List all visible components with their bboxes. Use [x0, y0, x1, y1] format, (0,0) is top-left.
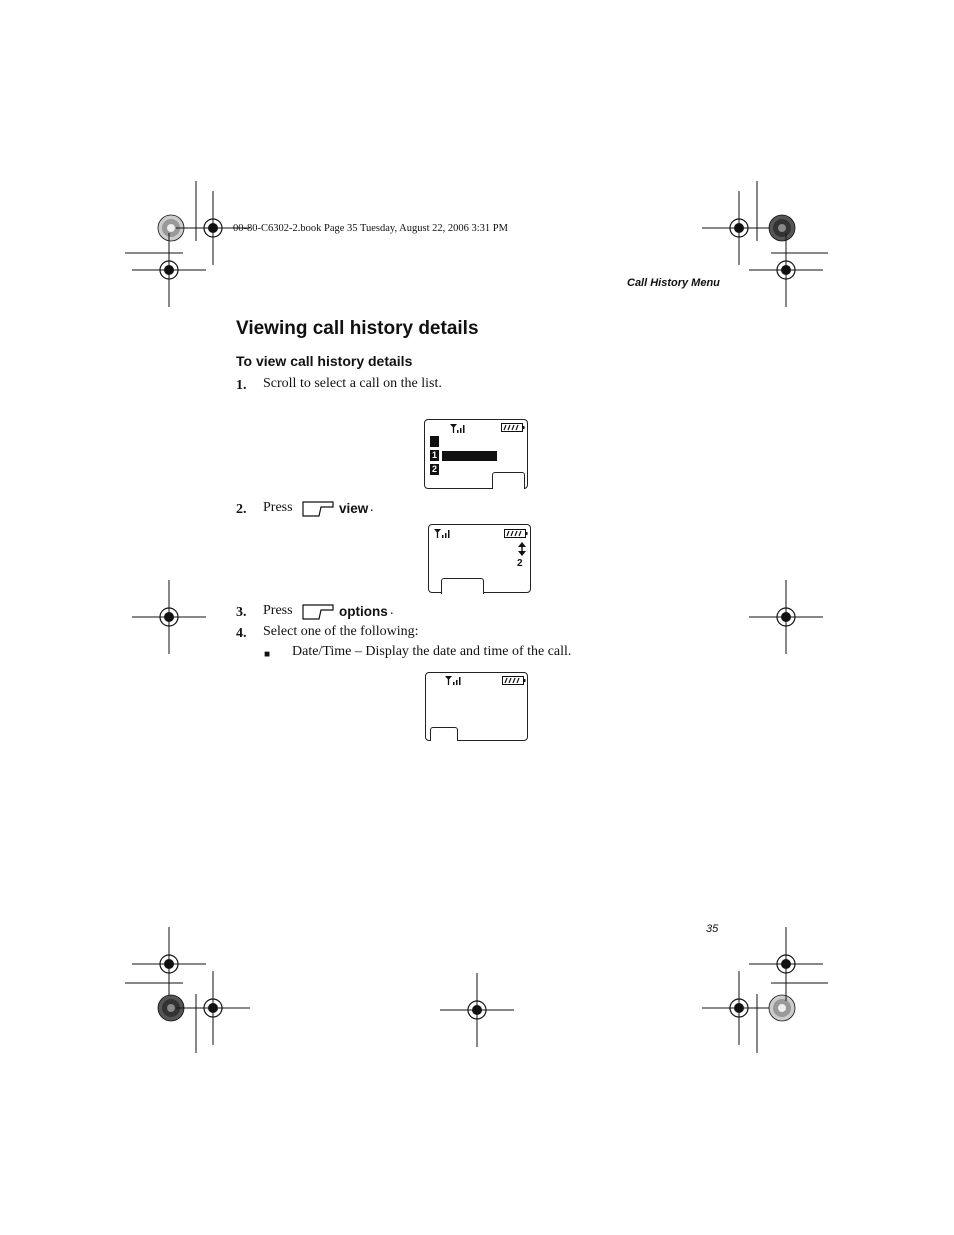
- bullet-item: [264, 644, 572, 662]
- softkey-icon: [302, 501, 334, 517]
- step-2: [236, 500, 374, 518]
- registration-mark-icon: [769, 995, 795, 1021]
- registration-mark-icon: [769, 215, 795, 241]
- bullet-marker: ■: [264, 649, 271, 660]
- scroll-arrows-icon: [518, 542, 526, 556]
- registration-mark-icon: [132, 580, 206, 654]
- step-number: 3.: [236, 605, 247, 620]
- running-header: Call History Menu: [627, 277, 720, 289]
- registration-mark-icon: [749, 927, 823, 1001]
- phone-screen-options: [425, 672, 528, 741]
- registration-mark-icon: [132, 233, 206, 307]
- list-marker: [430, 436, 439, 447]
- battery-icon: [501, 423, 525, 433]
- signal-strength-icon: [444, 675, 464, 686]
- step-suffix: .: [370, 500, 374, 515]
- step-number: 4.: [236, 626, 247, 641]
- signal-strength-icon: [433, 528, 453, 539]
- scroll-position-number: 2: [517, 558, 523, 569]
- step-text: Press: [263, 603, 293, 618]
- step-text: Press: [263, 500, 293, 515]
- softkey-icon: [302, 604, 334, 620]
- registration-mark-icon: [749, 233, 823, 307]
- step-3: [236, 603, 394, 621]
- page-number: 35: [706, 923, 719, 935]
- bullet-text: Date/Time – Display the date and time of the call.: [292, 644, 572, 659]
- softkey-label-view: view: [339, 501, 369, 516]
- file-info-line: 00-80-C6302-2.book Page 35 Tuesday, August 22, 2006 3:31 PM: [233, 223, 508, 234]
- step-text: Select one of the following:: [263, 624, 419, 639]
- registration-mark-icon: [702, 971, 776, 1045]
- step-suffix: .: [390, 603, 394, 618]
- battery-icon: [504, 529, 528, 539]
- step-text: Scroll to select a call on the list.: [263, 376, 442, 391]
- registration-mark-icon: [176, 971, 250, 1045]
- registration-mark-icon: [440, 973, 514, 1047]
- battery-icon: [502, 676, 526, 686]
- step-number: 1.: [236, 378, 247, 393]
- procedure-heading: To view call history details: [236, 353, 413, 369]
- step-number: 2.: [236, 502, 247, 517]
- registration-mark-icon: [749, 580, 823, 654]
- phone-screen-call-details: [428, 524, 531, 593]
- phone-screen-call-list: [424, 419, 528, 489]
- list-number-1: 1: [431, 450, 437, 460]
- softkey-label-options: options: [339, 604, 388, 619]
- list-number-2: 2: [431, 464, 437, 474]
- left-softkey-label: [441, 578, 484, 594]
- registration-mark-icon: [132, 927, 206, 1001]
- step-1: [236, 376, 442, 394]
- registration-mark-icon: [702, 191, 776, 265]
- highlighted-list-item: [442, 451, 497, 461]
- left-softkey-label: [430, 727, 458, 741]
- page-title: Viewing call history details: [236, 318, 479, 339]
- right-softkey-label: [492, 472, 525, 489]
- step-4: [236, 624, 419, 642]
- signal-strength-icon: [449, 423, 467, 434]
